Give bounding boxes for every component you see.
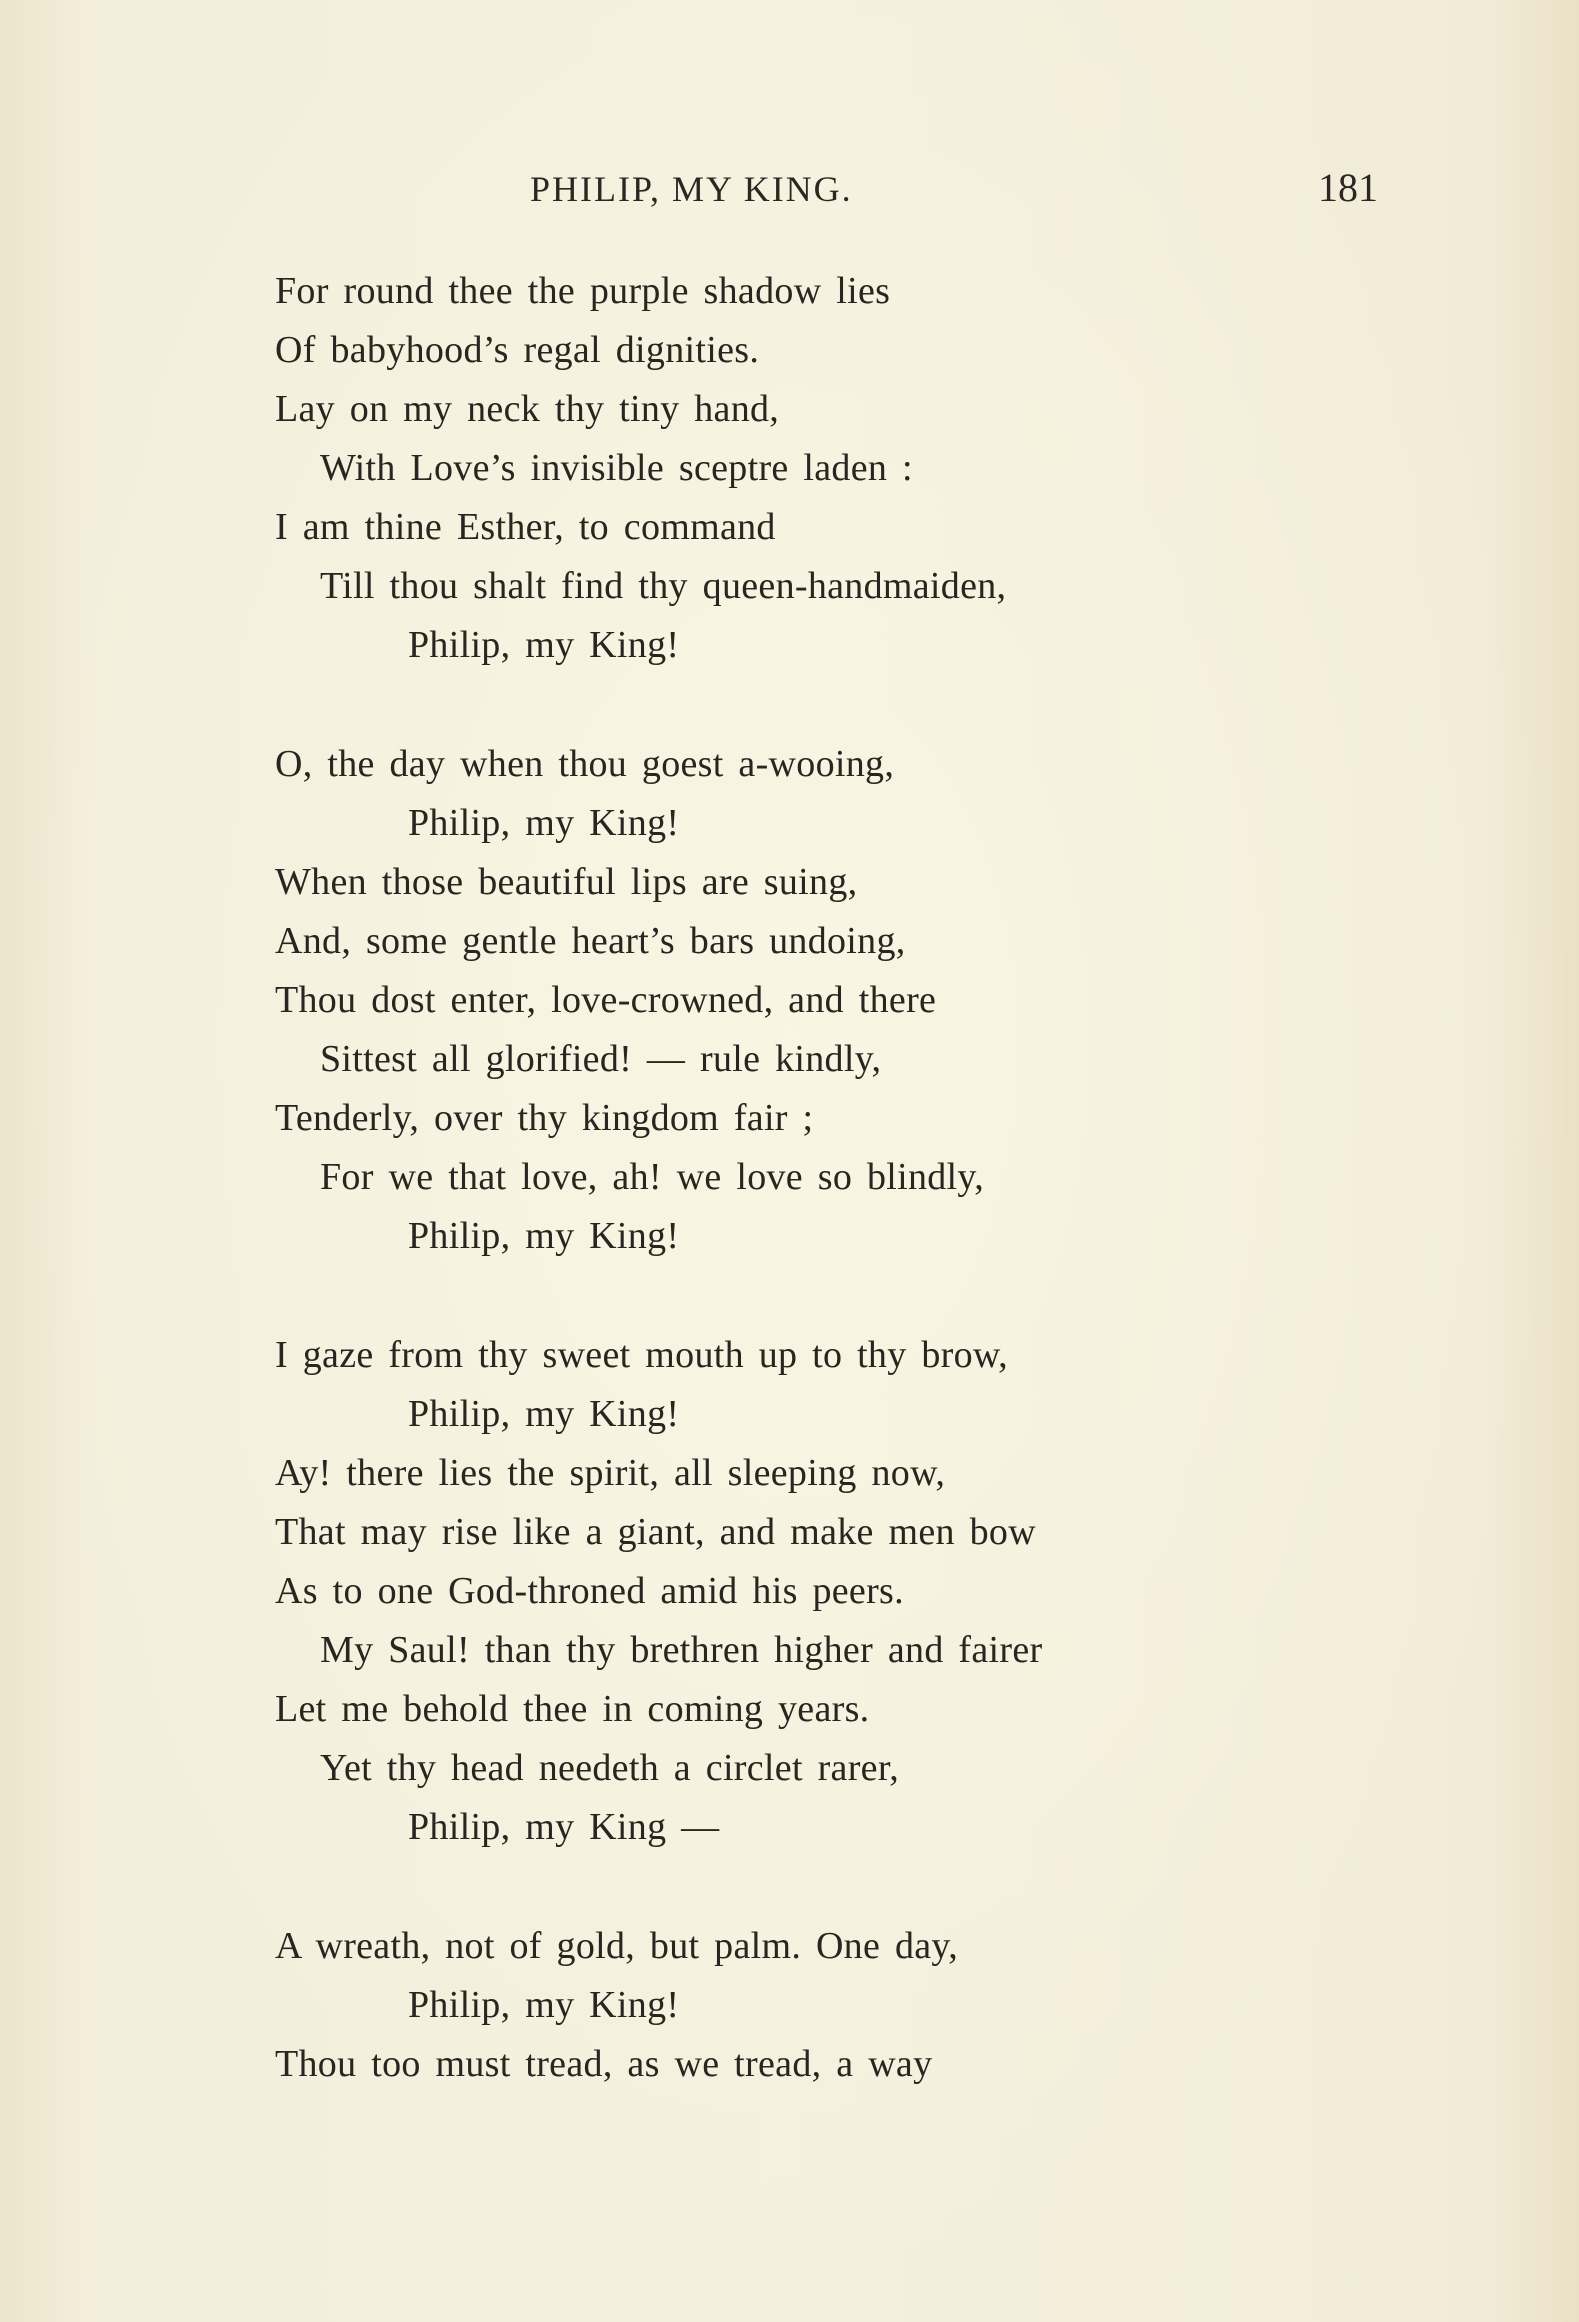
stanza bbox=[275, 735, 1275, 1266]
poem-line: A wreath, not of gold, but palm. One day, bbox=[275, 1925, 959, 1967]
poem-line: Philip, my King! bbox=[408, 1215, 680, 1257]
poem-line: I am thine Esther, to command bbox=[275, 506, 776, 548]
running-title: PHILIP, MY KING. bbox=[530, 169, 853, 209]
stanza bbox=[275, 262, 1275, 675]
poem-line: Yet thy head needeth a circlet rarer, bbox=[320, 1747, 900, 1789]
poem-line: O, the day when thou goest a-wooing, bbox=[275, 743, 895, 785]
poem-line: Ay! there lies the spirit, all sleeping now, bbox=[275, 1452, 946, 1494]
poem-line: For round thee the purple shadow lies bbox=[275, 270, 891, 312]
poem-line: Thou dost enter, love-crowned, and there bbox=[275, 979, 937, 1021]
poem-line: When those beautiful lips are suing, bbox=[275, 861, 858, 903]
poem-line: And, some gentle heart’s bars undoing, bbox=[275, 920, 906, 962]
poem-line: Philip, my King — bbox=[408, 1806, 720, 1848]
stanza bbox=[275, 1326, 1275, 1857]
poem-line: As to one God-throned amid his peers. bbox=[275, 1570, 904, 1612]
poem-line: Sittest all glorified! — rule kindly, bbox=[320, 1038, 882, 1080]
poem-line: Philip, my King! bbox=[408, 624, 680, 666]
poem-line: For we that love, ah! we love so blindly, bbox=[320, 1156, 985, 1198]
poem-line: Thou too must tread, as we tread, a way bbox=[275, 2043, 933, 2085]
poem-line: Lay on my neck thy tiny hand, bbox=[275, 388, 780, 430]
poem-line: Tenderly, over thy kingdom fair ; bbox=[275, 1097, 814, 1139]
poem-line: Philip, my King! bbox=[408, 1393, 680, 1435]
poem-body bbox=[275, 262, 1275, 2154]
running-header bbox=[0, 160, 1579, 220]
poem-line: Philip, my King! bbox=[408, 802, 680, 844]
stanza bbox=[275, 1917, 1275, 2094]
poem-line: Till thou shalt find thy queen-handmaiden, bbox=[320, 565, 1007, 607]
poem-line: Philip, my King! bbox=[408, 1984, 680, 2026]
poem-line: With Love’s invisible sceptre laden : bbox=[320, 447, 913, 489]
poem-line: Of babyhood’s regal dignities. bbox=[275, 329, 760, 371]
poem-line: That may rise like a giant, and make men bow bbox=[275, 1511, 1036, 1553]
poem-line: Let me behold thee in coming years. bbox=[275, 1688, 870, 1730]
poem-line: My Saul! than thy brethren higher and fairer bbox=[320, 1629, 1043, 1671]
poem-line: I gaze from thy sweet mouth up to thy brow, bbox=[275, 1334, 1008, 1376]
page-number: 181 bbox=[1318, 165, 1378, 210]
